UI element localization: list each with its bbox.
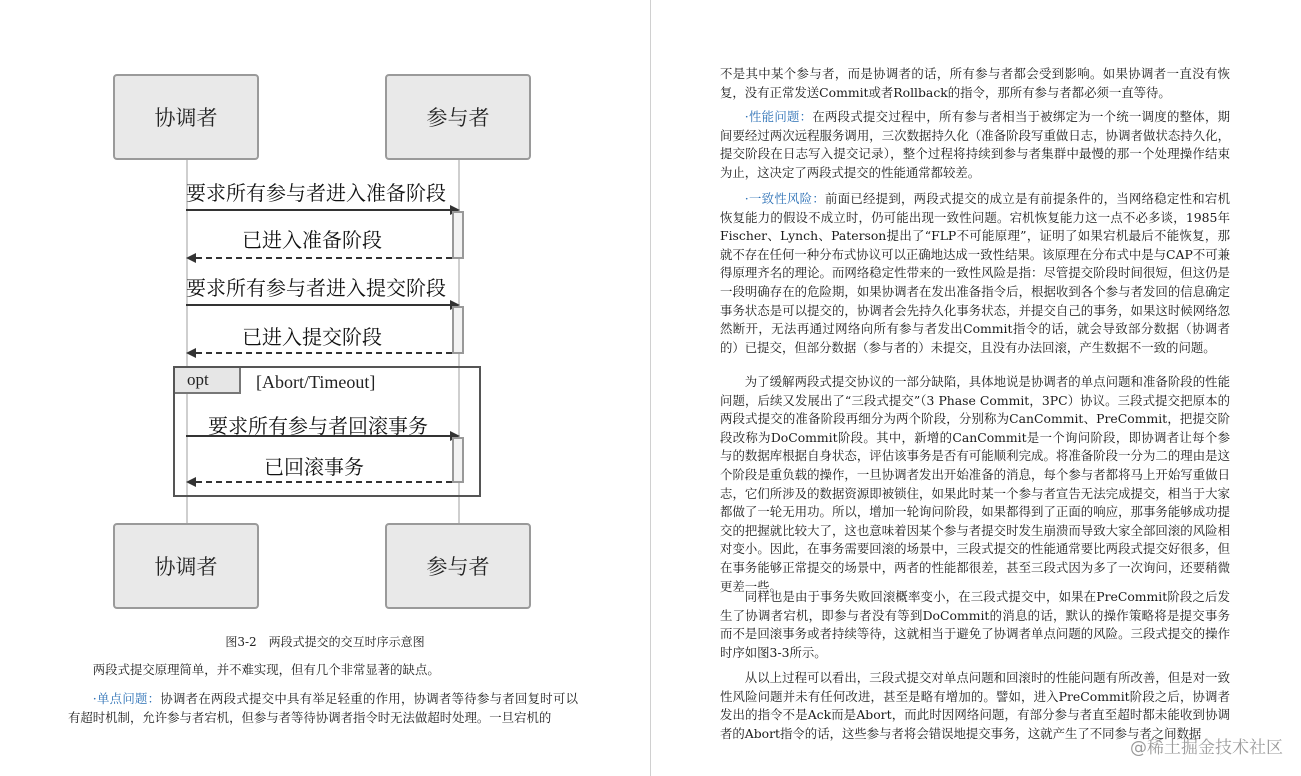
analysis-paragraph: 从以上过程可以看出，三段式提交对单点问题和回滚时的性能问题有所改善，但是对一致性风险问题并未有任何改进，甚至是略有增加的。譬如，进入PreCommit阶段之后，协调者发出的指令不是Ack而是Abort，而此时因网络问题，有部分参与者直至超时都未能收到协调者的Abort指令的话，这些参与者将会错误地提交事务，这就产生了不同参与者之间数据 <box>720 670 1230 741</box>
arrowhead-prepared-ack <box>186 253 196 263</box>
participant-box-bottom: 参与者 <box>385 523 531 609</box>
participant-box-top: 参与者 <box>385 74 531 160</box>
single-point-label: ·单点问题： <box>92 691 161 706</box>
arrowhead-rolledback-ack <box>186 477 196 487</box>
right-page <box>651 0 1301 776</box>
coordinator-box-top: 协调者 <box>113 74 259 160</box>
performance-paragraph <box>720 108 1230 182</box>
consistency-paragraph <box>720 190 1230 357</box>
arrow-committed-ack <box>196 352 452 354</box>
sequence-diagram <box>70 65 600 625</box>
arrowhead-committed-ack <box>186 348 196 358</box>
message-prepare-request: 要求所有参与者进入准备阶段 <box>186 181 446 205</box>
left-single-point-paragraph <box>68 690 578 727</box>
arrow-commit-request <box>186 304 450 306</box>
message-committed-ack: 已进入提交阶段 <box>242 325 382 349</box>
message-rollback-request: 要求所有参与者回滚事务 <box>208 414 428 438</box>
left-page <box>0 0 650 776</box>
performance-label: ·性能问题： <box>744 109 813 124</box>
activation-bar-2 <box>452 306 464 354</box>
message-prepared-ack: 已进入准备阶段 <box>242 228 382 252</box>
arrow-prepare-request <box>186 209 450 211</box>
performance-body: 在两段式提交过程中，所有参与者相当于被绑定为一个统一调度的整体，期间要经过两次远程服务调用，三次数据持久化（准备阶段写重做日志，协调者做状态持久化，提交阶段在日志写入提交记录），整个过程将持续到参与者集群中最慢的那一个处理操作结束为止，这决定了两段式提交的性能通常都较差。 <box>720 109 1230 180</box>
three-phase-paragraph: 为了缓解两段式提交协议的一部分缺陷，具体地说是协调者的单点问题和准备阶段的性能问题，后续又发展出了“三段式提交”（3 Phase Commit，3PC）协议。三段式提交把原本的两段式提交的准备阶段再细分为两个阶段，分别称为CanCommit、PreCommit，把提交阶段改称为DoCommit阶段。其中，新增的CanCommit是一个询问阶段，即协调者让每个参与的数据库根据自身状态，评估该事务是否有可能顺利完成。将准备阶段一分为二的理由是这个阶段是重负载的操作，一旦协调者发出开始准备的消息，每个参与者都将马上开始写重做日志，它们所涉及的数据资源即被锁住，如果此时某一个参与者宣告无法完成提交，相当于大家都做了一轮无用功。所以，增加一轮询问阶段，如果都得到了正面的响应，那事务能够成功提交的把握就比较大了，这也意味着因某个参与者提交时发生崩溃而导致大家全部回滚的风险相对变小。因此，在事务需要回滚的场景中，三段式提交的性能通常要比两段式提交好很多，但在事务能够正常提交的场景中，两者的性能都很差，甚至三段式因为多了一次询问，还要稍微更差一些。 <box>720 374 1230 594</box>
activation-bar-1 <box>452 211 464 259</box>
activation-bar-3 <box>452 437 464 483</box>
opt-condition: [Abort/Timeout] <box>256 372 376 392</box>
watermark: @稀土掘金技术社区 <box>1130 738 1283 758</box>
message-rolledback-ack: 已回滚事务 <box>264 455 364 479</box>
message-commit-request: 要求所有参与者进入提交阶段 <box>186 276 446 300</box>
opt-tag: opt <box>175 368 241 394</box>
arrow-rolledback-ack <box>196 481 452 483</box>
arrow-prepared-ack <box>196 257 452 259</box>
single-point-body: 协调者在两段式提交中具有举足轻重的作用，协调者等待参与者回复时可以有超时机制，允许参与者宕机，但参与者等待协调者指令时无法做超时处理。一旦宕机的 <box>68 691 578 725</box>
right-continuation-paragraph: 不是其中某个参与者，而是协调者的话，所有参与者都会受到影响。如果协调者一直没有恢复，没有正常发送Commit或者Rollback的指令，那所有参与者都必须一直等待。 <box>720 66 1230 100</box>
consistency-label: ·一致性风险： <box>744 191 825 206</box>
coordinator-box-bottom: 协调者 <box>113 523 259 609</box>
consistency-body: 前面已经提到，两段式提交的成立是有前提条件的，当网络稳定性和宕机恢复能力的假设不成立时，仍可能出现一致性问题。宕机恢复能力这一点不必多谈，1985年Fischer、Lynch、Paterson提出了“FLP不可能原理”，证明了如果宕机最后不能恢复，那就不存在任何一种分布式协议可以正确地达成一致性结果。该原理在分布式中是与CAP不可兼得原理齐名的理论。而网络稳定性带来的一致性风险是指：尽管提交阶段时间很短，但这仍是一段明确存在的危险期，如果协调者在发出准备指令后，根据收到各个参与者发回的信息确定事务状态是可以提交的，协调者会先持久化事务状态，并提交自己的事务，如果这时候网络忽然断开，无法再通过网络向所有参与者发出Commit指令的话，就会导致部分数据（协调者的）已提交，但部分数据（参与者的）未提交，且没有办法回滚，产生数据不一致的问题。 <box>720 191 1230 355</box>
figure-caption: 图3-2 两段式提交的交互时序示意图 <box>225 635 425 649</box>
left-intro-paragraph: 两段式提交原理简单，并不难实现，但有几个非常显著的缺点。 <box>92 662 440 677</box>
arrow-rollback-request <box>186 435 450 437</box>
precommit-paragraph: 同样也是由于事务失败回滚概率变小，在三段式提交中，如果在PreCommit阶段之后发生了协调者宕机，即参与者没有等到DoCommit的消息的话，默认的操作策略将是提交事务而不是回滚事务或者持续等待，这就相当于避免了协调者单点问题的风险。三段式提交的操作时序如图3-3所示。 <box>720 589 1230 660</box>
